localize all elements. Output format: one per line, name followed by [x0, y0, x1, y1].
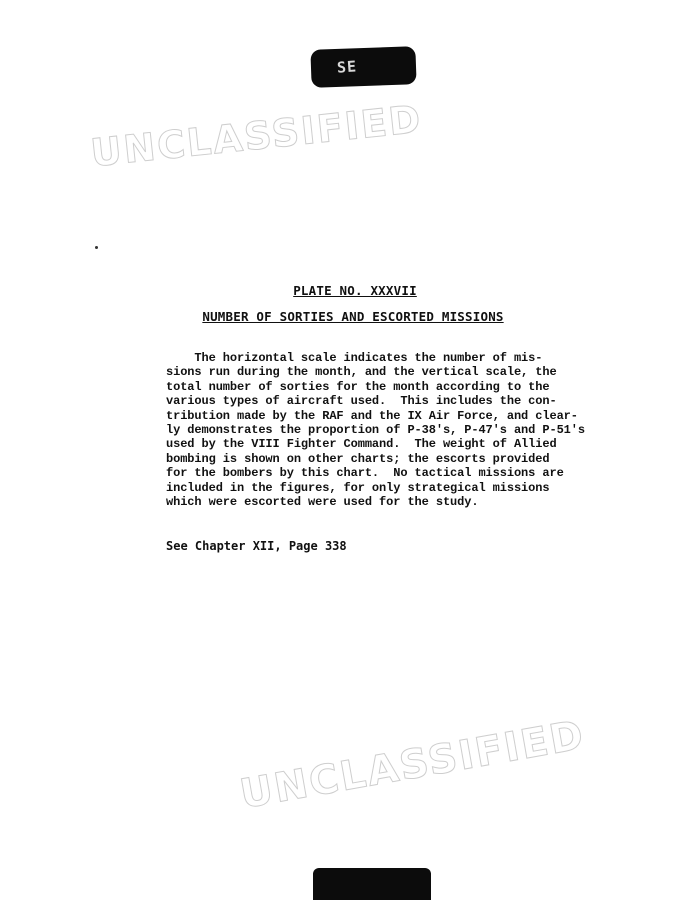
- body-line: tribution made by the RAF and the IX Air Force, and clear-: [166, 408, 578, 423]
- plate-subtitle: NUMBER OF SORTIES AND ESCORTED MISSIONS: [202, 309, 504, 324]
- body-line: included in the figures, for only strategical missions: [166, 480, 550, 495]
- margin-dot: [95, 246, 98, 249]
- chapter-reference: See Chapter XII, Page 338: [166, 539, 347, 553]
- body-line: used by the VIII Fighter Command. The weight of Allied: [166, 437, 557, 452]
- body-line: sions run during the month, and the vertical scale, the: [166, 365, 557, 380]
- body-line: The horizontal scale indicates the number of mis-: [166, 351, 543, 365]
- body-line: which were escorted were used for the study.: [166, 495, 479, 510]
- body-paragraph: [166, 351, 606, 509]
- redacted-classification-label: SE: [336, 57, 358, 77]
- body-line: bombing is shown on other charts; the escorts provided: [166, 451, 550, 466]
- unclassified-stamp-bottom: UNCLASSIFIED: [236, 712, 589, 818]
- redaction-mark-bottom: [313, 868, 431, 900]
- body-line: total number of sorties for the month according to the: [166, 379, 550, 394]
- body-line: ly demonstrates the proportion of P-38's, P-47's and P-51's: [166, 423, 585, 438]
- body-line: for the bombers by this chart. No tactical missions are: [166, 466, 564, 481]
- unclassified-stamp-top: UNCLASSIFIED: [88, 96, 425, 176]
- plate-title: PLATE NO. XXXVII: [293, 283, 417, 298]
- redaction-mark-top: [310, 46, 416, 88]
- body-line: various types of aircraft used. This includes the con-: [166, 394, 557, 409]
